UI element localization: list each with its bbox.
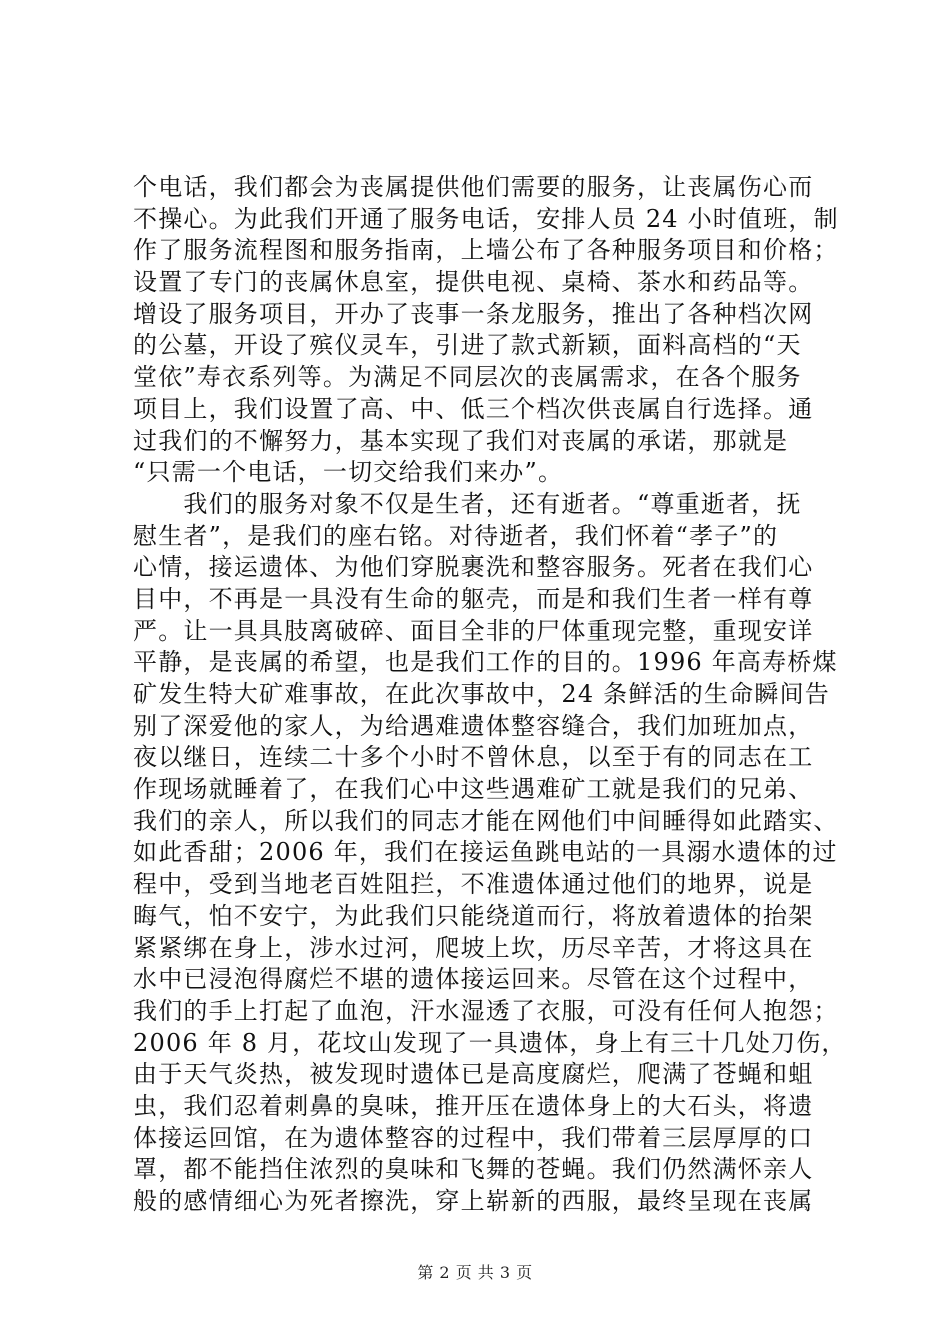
text-line: “只需一个电话，一切交给我们来办”。 [133, 458, 564, 487]
text-line: 般的感情细心为死者擦洗，穿上崭新的西服，最终呈现在丧属 [133, 1187, 814, 1215]
text-line: 增设了服务项目，开办了丧事一条龙服务，推出了各种档次网 [133, 299, 814, 328]
text-line: 夜以继日，连续二十多个小时不曾休息，以至于有的同志在工 [133, 743, 814, 772]
text-line: 心情，接运遗体、为他们穿脱裹洗和整容服务。死者在我们心 [133, 553, 814, 582]
text-line: 慰生者”，是我们的座右铭。对待逝者，我们怀着“孝子”的 [133, 521, 779, 550]
text-line: 的公墓，开设了殡仪灵车，引进了款式新颖，面料高档的“天 [133, 331, 802, 360]
text-line: 如此香甜；2006 年，我们在接运鱼跳电站的一具溺水遗体的过 [133, 838, 838, 867]
document-body [133, 172, 847, 1218]
text-line: 严。让一具具肢离破碎、面目全非的尸体重现完整，重现安详 [133, 616, 814, 645]
text-line: 项目上，我们设置了高、中、低三个档次供丧属自行选择。通 [133, 394, 814, 423]
text-line: 堂依”寿衣系列等。为满足不同层次的丧属需求，在各个服务 [133, 363, 802, 392]
text-line: 水中已浸泡得腐烂不堪的遗体接运回来。尽管在这个过程中， [133, 965, 814, 994]
text-line: 我们的亲人，所以我们的同志才能在网他们中间睡得如此踏实、 [133, 806, 839, 835]
text-line: 2006 年 8 月，花坟山发现了一具遗体，身上有三十几处刀伤， [133, 1028, 847, 1057]
text-line: 我们的服务对象不仅是生者，还有逝者。“尊重逝者，抚 [133, 489, 802, 518]
text-line: 别了深爱他的家人，为给遇难遗体整容缝合，我们加班加点， [133, 711, 814, 740]
page-footer: 第 2 页 共 3 页 [417, 1263, 533, 1282]
text-line: 目中，不再是一具没有生命的躯壳，而是和我们生者一样有尊 [133, 584, 814, 613]
text-line: 晦气，怕不安宁，为此我们只能绕道而行，将放着遗体的抬架 [133, 901, 814, 930]
text-line: 作了服务流程图和服务指南，上墙公布了各种服务项目和价格； [133, 236, 839, 265]
text-line: 平静，是丧属的希望，也是我们工作的目的。1996 年高寿桥煤 [133, 648, 838, 677]
text-line: 作现场就睡着了，在我们心中这些遇难矿工就是我们的兄弟、 [133, 775, 814, 804]
text-line: 由于天气炎热，被发现时遗体已是高度腐烂，爬满了苍蝇和蛆 [133, 1060, 814, 1089]
text-line: 我们的手上打起了血泡，汗水湿透了衣服，可没有任何人抱怨； [133, 996, 839, 1025]
text-line: 紧紧绑在身上，涉水过河，爬坡上坎，历尽辛苦，才将这具在 [133, 933, 814, 962]
text-line: 设置了专门的丧属休息室，提供电视、桌椅、茶水和药品等。 [133, 268, 814, 297]
text-line: 矿发生特大矿难事故，在此次事故中，24 条鲜活的生命瞬间告 [133, 680, 830, 708]
text-line: 体接运回馆，在为遗体整容的过程中，我们带着三层厚厚的口 [133, 1123, 814, 1152]
text-line: 虫，我们忍着刺鼻的臭味，推开压在遗体身上的大石头，将遗 [133, 1091, 814, 1120]
text-line: 程中，受到当地老百姓阻拦，不准遗体通过他们的地界，说是 [133, 870, 814, 899]
text-line: 个电话，我们都会为丧属提供他们需要的服务，让丧属伤心而 [133, 173, 814, 201]
text-line: 不操心。为此我们开通了服务电话，安排人员 24 小时值班，制 [133, 204, 839, 233]
text-line: 过我们的不懈努力，基本实现了我们对丧属的承诺，那就是 [133, 426, 789, 455]
text-line: 罩，都不能挡住浓烈的臭味和飞舞的苍蝇。我们仍然满怀亲人 [133, 1155, 814, 1184]
